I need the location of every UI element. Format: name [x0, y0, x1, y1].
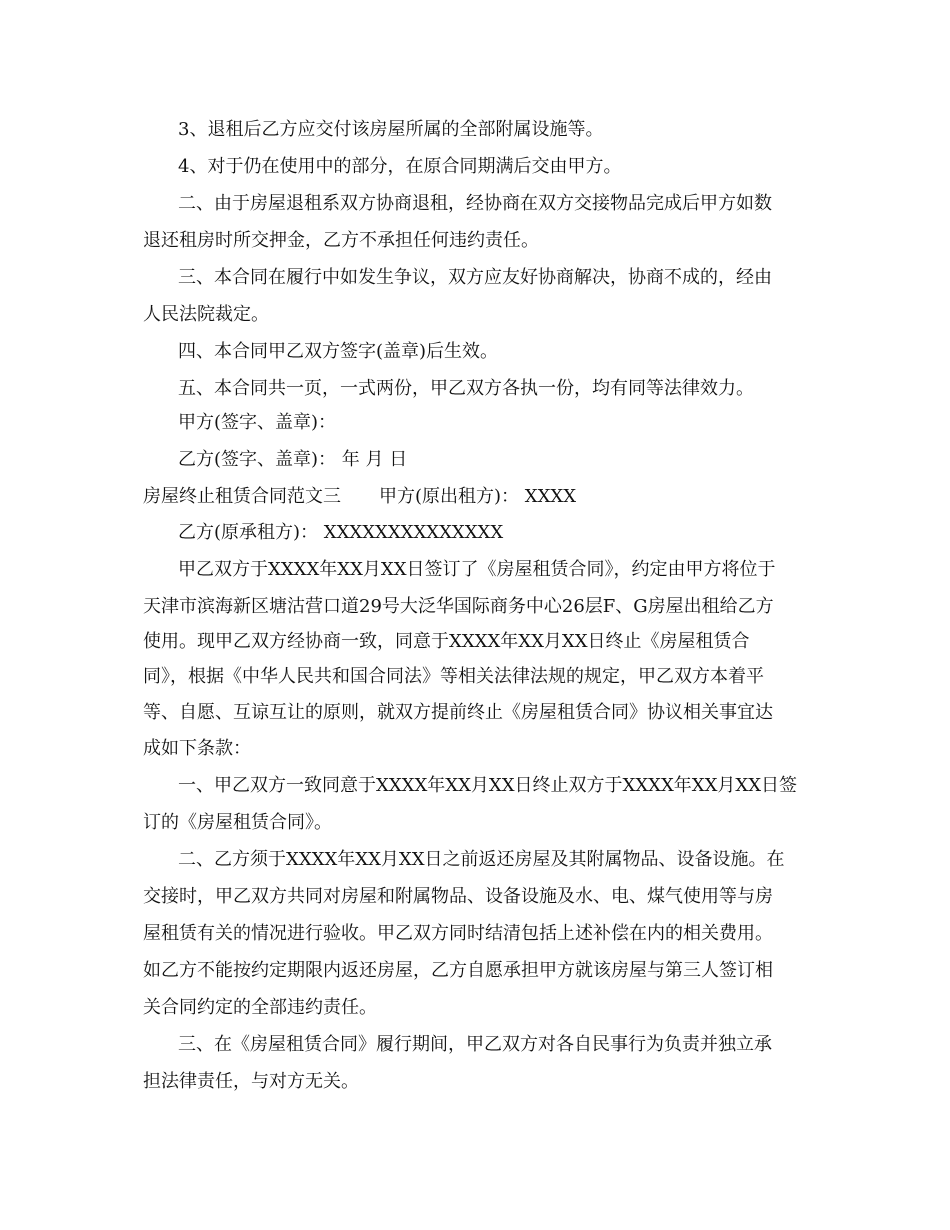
- paragraph-line: 四、本合同甲乙双方签字(盖章)后生效。: [178, 341, 499, 362]
- signature-line-party-a: 甲方(签字、盖章)：: [178, 412, 337, 433]
- paragraph-line: 天津市滨海新区塘沽营口道29号大泛华国际商务中心26层F、G房屋出租给乙方: [143, 596, 774, 617]
- paragraph-line: 如乙方不能按约定期限内返还房屋，乙方自愿承担甲方就该房屋与第三人签订相: [143, 960, 773, 981]
- paragraph-line: 订的《房屋租赁合同》。: [143, 812, 332, 833]
- paragraph-line: 甲乙双方于XXXX年XX月XX日签订了《房屋租赁合同》，约定由甲方将位于: [178, 559, 776, 580]
- signature-line-party-b: 乙方(签字、盖章)： 年 月 日: [178, 449, 408, 470]
- paragraph-line: 担法律责任，与对方无关。: [143, 1071, 359, 1092]
- paragraph-line: 4、对于仍在使用中的部分，在原合同期满后交由甲方。: [178, 156, 622, 177]
- paragraph-line: 3、退租后乙方应交付该房屋所属的全部附属设施等。: [178, 119, 604, 140]
- paragraph-line: 五、本合同共一页，一式两份，甲乙双方各执一份，均有同等法律效力。: [178, 378, 754, 399]
- paragraph-line: 一、甲乙双方一致同意于XXXX年XX月XX日终止双方于XXXX年XX月XX日签: [178, 775, 798, 796]
- paragraph-line: 三、在《房屋租赁合同》履行期间，甲乙双方对各自民事行为负责并独立承: [178, 1034, 772, 1055]
- paragraph-line: 二、由于房屋退租系双方协商退租，经协商在双方交接物品完成后甲方如数: [178, 193, 772, 214]
- section-heading-line: [143, 484, 813, 510]
- paragraph-line: 成如下条款：: [143, 738, 251, 759]
- paragraph-line: 三、本合同在履行中如发生争议，双方应友好协商解决，协商不成的，经由: [178, 267, 772, 288]
- paragraph-line: 二、乙方须于XXXX年XX月XX日之前返还房屋及其附属物品、设备设施。在: [178, 849, 785, 870]
- party-a-info: 甲方(原出租方)： XXXX: [379, 486, 577, 507]
- paragraph-line: 使用。现甲乙双方经协商一致，同意于XXXX年XX月XX日终止《房屋租赁合: [143, 631, 750, 652]
- paragraph-line: 交接时，甲乙双方共同对房屋和附属物品、设备设施及水、电、煤气使用等与房: [143, 886, 773, 907]
- section-title: 房屋终止租赁合同范文三: [143, 486, 341, 507]
- paragraph-line: 关合同约定的全部违约责任。: [143, 997, 377, 1018]
- paragraph-line: 等、自愿、互谅互让的原则，就双方提前终止《房屋租赁合同》协议相关事宜达: [143, 702, 773, 723]
- party-b-info: 乙方(原承租方)： XXXXXXXXXXXXXX: [178, 522, 504, 543]
- paragraph-line: 同》，根据《中华人民共和国合同法》等相关法律法规的规定，甲乙双方本着平: [143, 666, 764, 687]
- paragraph-line: 屋租赁有关的情况进行验收。甲乙双方同时结清包括上述补偿在内的相关费用。: [143, 923, 773, 944]
- paragraph-line: 退还租房时所交押金，乙方不承担任何违约责任。: [143, 230, 539, 251]
- paragraph-line: 人民法院裁定。: [143, 304, 269, 325]
